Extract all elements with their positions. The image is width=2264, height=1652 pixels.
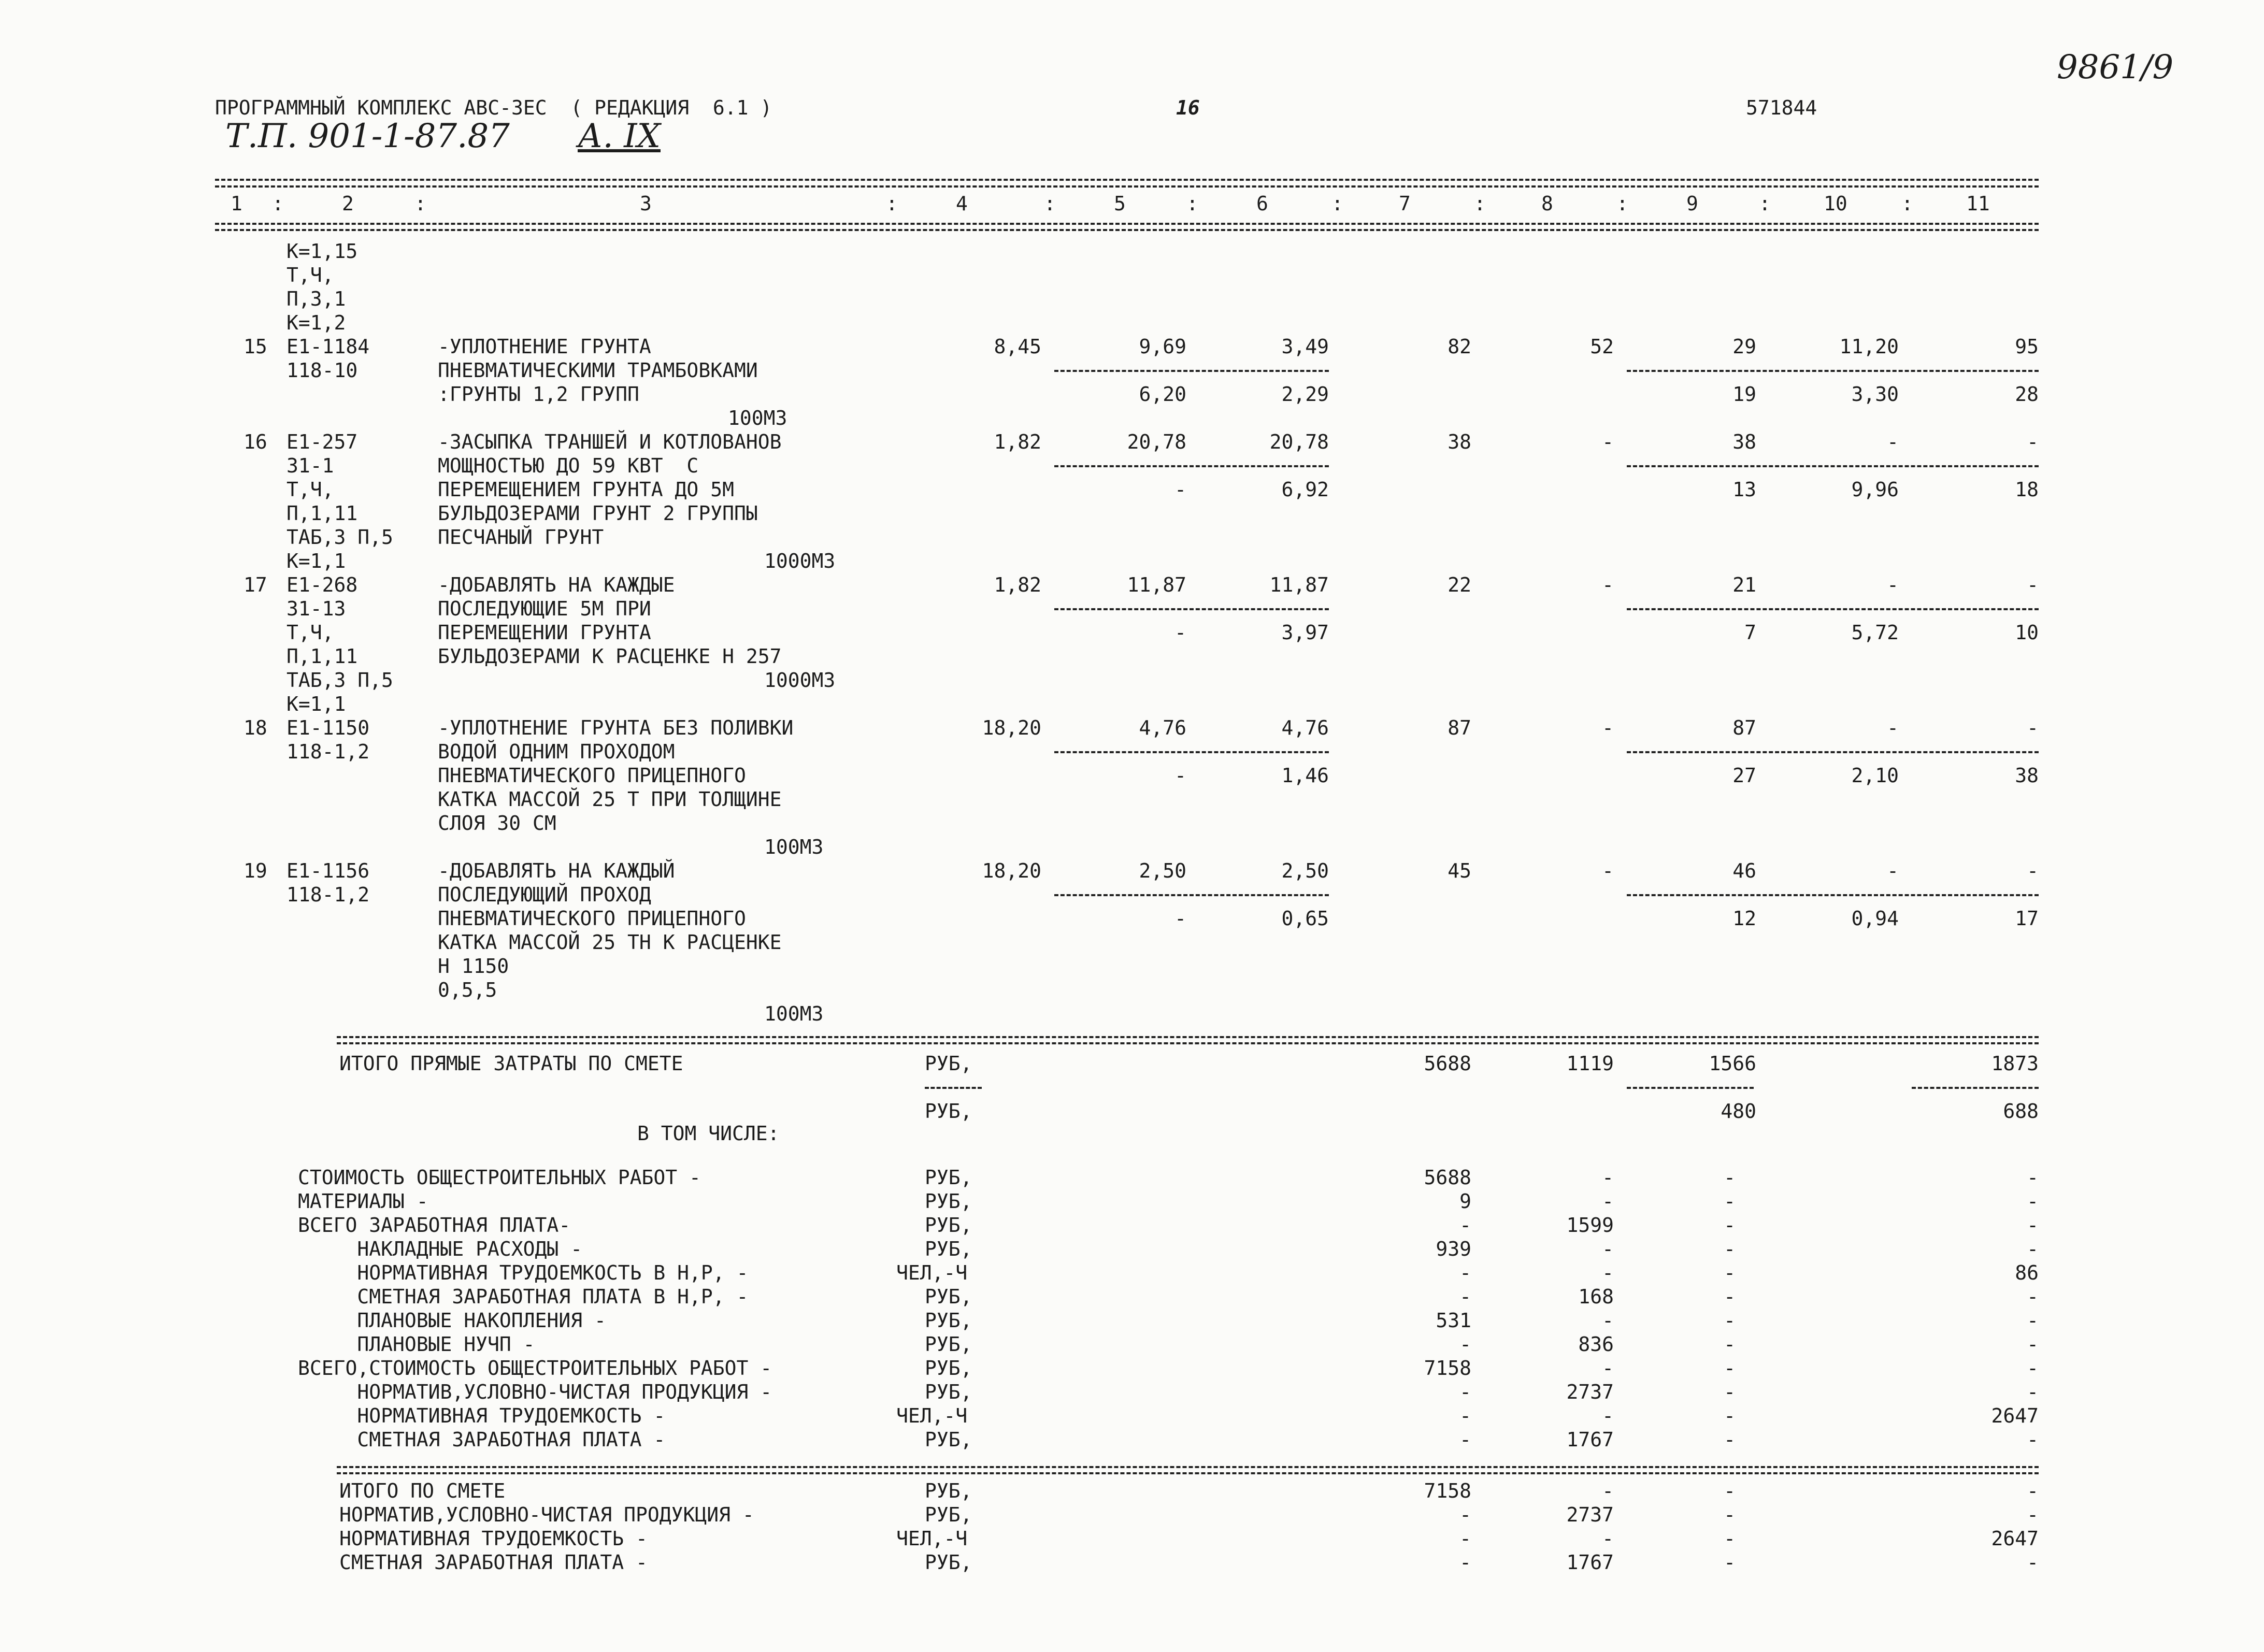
breakdown-c11: -	[2027, 1357, 2039, 1380]
cell-c10: 11,20	[1839, 335, 1899, 358]
col-head-9: 9	[1686, 192, 1698, 215]
col-sep: :	[1901, 192, 1913, 215]
breakdown-unit: РУБ,	[925, 1166, 972, 1189]
cell-c5: 2,50	[1139, 859, 1186, 882]
totals-c9: 1566	[1709, 1052, 1756, 1075]
page-number: 16	[1176, 96, 1200, 119]
desc-line: -УПЛОТНЕНИЕ ГРУНТА	[438, 335, 651, 358]
breakdown-c7: -	[1459, 1404, 1471, 1427]
breakdown-c11: 2647	[1991, 1404, 2039, 1427]
header-rule-bottom-2	[215, 229, 2039, 231]
breakdown-label: ВСЕГО,СТОИМОСТЬ ОБЩЕСТРОИТЕЛЬНЫХ РАБОТ -	[298, 1357, 772, 1380]
breakdown-c7: 9	[1459, 1190, 1471, 1213]
breakdown-label: НАКЛАДНЫЕ РАСХОДЫ -	[298, 1238, 583, 1260]
unit: 1000М3	[764, 550, 836, 572]
sub-rule	[1627, 608, 2039, 610]
cell-c7: 82	[1448, 335, 1471, 358]
unit: 100М3	[764, 836, 824, 858]
final-rule	[337, 1466, 2039, 1468]
code-line: К=1,2	[286, 311, 346, 334]
cell-c9-sub: 12	[1732, 907, 1756, 930]
cell-c11: -	[2027, 430, 2039, 453]
breakdown-unit: РУБ,	[925, 1238, 972, 1260]
breakdown-c8: 168	[1578, 1285, 1614, 1308]
breakdown-unit: РУБ,	[925, 1190, 972, 1213]
code-line: Е1-1156	[286, 859, 370, 882]
desc-line: ПНЕВМАТИЧЕСКОГО ПРИЦЕПНОГО	[438, 764, 746, 787]
sub-rule	[1627, 465, 2039, 467]
cell-c7: 22	[1448, 573, 1471, 596]
final-rule-2	[337, 1472, 2039, 1474]
col-head-6: 6	[1256, 192, 1268, 215]
breakdown-unit: РУБ,	[925, 1428, 972, 1451]
final-c9: -	[1724, 1503, 1736, 1526]
cell-c8: -	[1602, 573, 1614, 596]
cell-c9: 21	[1732, 573, 1756, 596]
final-c8: 1767	[1566, 1551, 1614, 1574]
cell-c9: 87	[1732, 716, 1756, 739]
breakdown-unit: РУБ,	[925, 1309, 972, 1332]
cell-c10: -	[1887, 859, 1899, 882]
desc-line: ПЕРЕМЕЩЕНИИ ГРУНТА	[438, 621, 651, 644]
cell-c6: 3,49	[1281, 335, 1329, 358]
cell-c6-sub: 3,97	[1281, 621, 1329, 644]
row-number: 18	[243, 716, 267, 739]
breakdown-c8: 2737	[1566, 1381, 1614, 1403]
desc-line: ПЕРЕМЕЩЕНИЕМ ГРУНТА ДО 5М	[438, 478, 734, 501]
sub-rule	[1627, 751, 2039, 753]
totals-c11-sub: 688	[2003, 1100, 2039, 1123]
cell-c11: -	[2027, 573, 2039, 596]
totals-rule-top	[337, 1036, 2039, 1038]
cell-c10-sub: 0,94	[1851, 907, 1899, 930]
col-sep: :	[1186, 192, 1198, 215]
desc-line: :ГРУНТЫ 1,2 ГРУПП	[438, 383, 639, 406]
cell-c10-sub: 5,72	[1851, 621, 1899, 644]
final-unit: РУБ,	[925, 1503, 972, 1526]
col-head-11: 11	[1966, 192, 1990, 215]
code-line: Е1-1184	[286, 335, 370, 358]
desc-line: МОЩНОСТЬЮ ДО 59 КВТ С	[438, 454, 699, 477]
breakdown-c9: -	[1724, 1309, 1736, 1332]
final-c9: -	[1724, 1551, 1736, 1574]
totals-c8: 1119	[1566, 1052, 1614, 1075]
code-line: П,1,11	[286, 645, 358, 668]
code-line: Т,Ч,	[286, 621, 334, 644]
code-line: 31-1	[286, 454, 334, 477]
breakdown-c11: -	[2027, 1309, 2039, 1332]
col-sep: :	[1331, 192, 1343, 215]
cell-c6-sub: 6,92	[1281, 478, 1329, 501]
cell-c11-sub: 17	[2015, 907, 2039, 930]
cell-c4: 8,45	[994, 335, 1041, 358]
final-label: НОРМАТИВ,УСЛОВНО-ЧИСТАЯ ПРОДУКЦИЯ -	[339, 1503, 754, 1526]
breakdown-c11: -	[2027, 1428, 2039, 1451]
cell-c11: 95	[2015, 335, 2039, 358]
final-label: ИТОГО ПО СМЕТЕ	[339, 1479, 506, 1502]
cell-c9-sub: 27	[1732, 764, 1756, 787]
col-sep: :	[1044, 192, 1056, 215]
cell-c4: 18,20	[982, 859, 1041, 882]
cell-c4: 18,20	[982, 716, 1041, 739]
cell-c10-sub: 9,96	[1851, 478, 1899, 501]
col-head-10: 10	[1824, 192, 1847, 215]
breakdown-c8: 836	[1578, 1333, 1614, 1356]
final-c11: 2647	[1991, 1527, 2039, 1550]
final-c9: -	[1724, 1527, 1736, 1550]
cell-c6: 4,76	[1281, 716, 1329, 739]
cell-c4: 1,82	[994, 430, 1041, 453]
sub-rule	[1054, 465, 1329, 467]
desc-line: БУЛЬДОЗЕРАМИ К РАСЦЕНКЕ Н 257	[438, 645, 782, 668]
code-line: ТАБ,3 П,5	[286, 526, 393, 549]
breakdown-c7: -	[1459, 1333, 1471, 1356]
breakdown-unit: РУБ,	[925, 1357, 972, 1380]
desc-line: ПНЕВМАТИЧЕСКОГО ПРИЦЕПНОГО	[438, 907, 746, 930]
col-head-8: 8	[1541, 192, 1553, 215]
breakdown-c9: -	[1724, 1381, 1736, 1403]
breakdown-unit: РУБ,	[925, 1214, 972, 1237]
cell-c11-sub: 10	[2015, 621, 2039, 644]
code-line: Т,Ч,	[286, 264, 334, 286]
col-head-5: 5	[1114, 192, 1126, 215]
breakdown-c9: -	[1724, 1285, 1736, 1308]
desc-line: КАТКА МАССОЙ 25 ТН К РАСЦЕНКЕ	[438, 931, 782, 954]
desc-line: Н 1150	[438, 955, 509, 978]
breakdown-c7: -	[1459, 1285, 1471, 1308]
cell-c8: -	[1602, 430, 1614, 453]
desc-line: -ДОБАВЛЯТЬ НА КАЖДЫЙ	[438, 859, 675, 882]
col-sep: :	[886, 192, 898, 215]
desc-line: КАТКА МАССОЙ 25 Т ПРИ ТОЛЩИНЕ	[438, 788, 782, 811]
cell-c9-sub: 7	[1744, 621, 1756, 644]
code-line: Т,Ч,	[286, 478, 334, 501]
desc-line: -УПЛОТНЕНИЕ ГРУНТА БЕЗ ПОЛИВКИ	[438, 716, 794, 739]
header-rule-top	[215, 179, 2039, 181]
cell-c9: 46	[1732, 859, 1756, 882]
breakdown-label: СМЕТНАЯ ЗАРАБОТНАЯ ПЛАТА В Н,Р, -	[298, 1285, 749, 1308]
unit: 100М3	[728, 407, 787, 429]
breakdown-c9: -	[1724, 1238, 1736, 1260]
cell-c6: 11,87	[1269, 573, 1329, 596]
cell-c4: 1,82	[994, 573, 1041, 596]
breakdown-c8: -	[1602, 1238, 1614, 1260]
desc-line: ПОСЛЕДУЮЩИЕ 5М ПРИ	[438, 597, 651, 620]
breakdown-c9: -	[1724, 1214, 1736, 1237]
cell-c7: 38	[1448, 430, 1471, 453]
breakdown-label: СТОИМОСТЬ ОБЩЕСТРОИТЕЛЬНЫХ РАБОТ -	[298, 1166, 701, 1189]
cell-c5-sub: -	[1174, 478, 1186, 501]
totals-label: ИТОГО ПРЯМЫЕ ЗАТРАТЫ ПО СМЕТЕ	[339, 1052, 683, 1075]
cell-c5-sub: -	[1174, 621, 1186, 644]
breakdown-c8: 1599	[1566, 1214, 1614, 1237]
cell-c11-sub: 28	[2015, 383, 2039, 406]
cell-c11: -	[2027, 859, 2039, 882]
cell-c5: 4,76	[1139, 716, 1186, 739]
breakdown-c11: -	[2027, 1333, 2039, 1356]
cell-c7: 45	[1448, 859, 1471, 882]
breakdown-label: ПЛАНОВЫЕ НАКОПЛЕНИЯ -	[298, 1309, 606, 1332]
header-rule-top-2	[215, 185, 2039, 188]
cell-c6: 2,50	[1281, 859, 1329, 882]
album-number: А. IX	[578, 117, 661, 155]
code-line: П,1,11	[286, 502, 358, 525]
breakdown-c8: 1767	[1566, 1428, 1614, 1451]
cell-c6-sub: 1,46	[1281, 764, 1329, 787]
final-c8: -	[1602, 1479, 1614, 1502]
desc-line: ПОСЛЕДУЮЩИЙ ПРОХОД	[438, 883, 651, 906]
code-line: ТАБ,3 П,5	[286, 669, 393, 692]
sub-rule	[1054, 894, 1329, 896]
cell-c10-sub: 3,30	[1851, 383, 1899, 406]
breakdown-label: ПЛАНОВЫЕ НУЧП -	[298, 1333, 535, 1356]
sub-rule	[1054, 370, 1329, 372]
sub-rule	[1627, 370, 2039, 372]
row-number: 16	[243, 430, 267, 453]
cell-c6-sub: 2,29	[1281, 383, 1329, 406]
final-c8: -	[1602, 1527, 1614, 1550]
col-head-4: 4	[956, 192, 968, 215]
desc-line: 0,5,5	[438, 979, 497, 1001]
breakdown-c9: -	[1724, 1357, 1736, 1380]
code-line: Е1-257	[286, 430, 358, 453]
totals-c11: 1873	[1991, 1052, 2039, 1075]
code-line: 31-13	[286, 597, 346, 620]
final-c7: -	[1459, 1551, 1471, 1574]
corner-mark: 9861/9	[2057, 48, 2174, 87]
breakdown-c7: -	[1459, 1381, 1471, 1403]
final-unit: РУБ,	[925, 1551, 972, 1574]
cell-c10: -	[1887, 716, 1899, 739]
breakdown-label: НОРМАТИВНАЯ ТРУДОЕМКОСТЬ -	[298, 1404, 666, 1427]
breakdown-c8: -	[1602, 1190, 1614, 1213]
cell-c10: -	[1887, 430, 1899, 453]
breakdown-label: ВСЕГО ЗАРАБОТНАЯ ПЛАТА-	[298, 1214, 571, 1237]
totals-unit: РУБ,	[925, 1052, 972, 1075]
breakdown-label: МАТЕРИАЛЫ -	[298, 1190, 428, 1213]
desc-line: -ДОБАВЛЯТЬ НА КАЖДЫЕ	[438, 573, 675, 596]
cell-c9-sub: 19	[1732, 383, 1756, 406]
col-sep: :	[1616, 192, 1628, 215]
breakdown-unit: ЧЕЛ,-Ч	[896, 1404, 968, 1427]
code-line: Е1-268	[286, 573, 358, 596]
cell-c9: 38	[1732, 430, 1756, 453]
doc-number: 571844	[1746, 96, 1817, 119]
final-unit: РУБ,	[925, 1479, 972, 1502]
breakdown-c7: 531	[1436, 1309, 1471, 1332]
row-number: 17	[243, 573, 267, 596]
final-c11: -	[2027, 1503, 2039, 1526]
breakdown-c11: 86	[2015, 1261, 2039, 1284]
cell-c5: 11,87	[1127, 573, 1186, 596]
final-label: НОРМАТИВНАЯ ТРУДОЕМКОСТЬ -	[339, 1527, 648, 1550]
breakdown-c8: -	[1602, 1261, 1614, 1284]
cell-c5: 9,69	[1139, 335, 1186, 358]
col-head-1: 1	[231, 192, 242, 215]
desc-line: ПНЕВМАТИЧЕСКИМИ ТРАМБОВКАМИ	[438, 359, 758, 382]
cell-c8: -	[1602, 859, 1614, 882]
final-c11: -	[2027, 1551, 2039, 1574]
totals-unit-2: РУБ,	[925, 1100, 972, 1123]
final-c11: -	[2027, 1479, 2039, 1502]
breakdown-c8: -	[1602, 1166, 1614, 1189]
breakdown-c7: -	[1459, 1214, 1471, 1237]
cell-c11-sub: 38	[2015, 764, 2039, 787]
code-line: К=1,15	[286, 240, 358, 263]
breakdown-c11: -	[2027, 1214, 2039, 1237]
cell-c5-sub: 6,20	[1139, 383, 1186, 406]
cell-c5-sub: -	[1174, 907, 1186, 930]
breakdown-unit: РУБ,	[925, 1285, 972, 1308]
col-sep: :	[1474, 192, 1486, 215]
col-sep: :	[414, 192, 426, 215]
code-line: П,3,1	[286, 288, 346, 310]
code-line: 118-10	[286, 359, 358, 382]
breakdown-c11: -	[2027, 1166, 2039, 1189]
final-unit: ЧЕЛ,-Ч	[896, 1527, 968, 1550]
code-line: 118-1,2	[286, 883, 370, 906]
cell-c7: 87	[1448, 716, 1471, 739]
breakdown-c7: -	[1459, 1428, 1471, 1451]
cell-c11: -	[2027, 716, 2039, 739]
col-sep: :	[1759, 192, 1771, 215]
breakdown-c8: -	[1602, 1357, 1614, 1380]
breakdown-c9: -	[1724, 1404, 1736, 1427]
col-head-3: 3	[640, 192, 652, 215]
breakdown-c7: 7158	[1424, 1357, 1471, 1380]
breakdown-c11: -	[2027, 1381, 2039, 1403]
breakdown-c11: -	[2027, 1238, 2039, 1260]
cell-c6: 20,78	[1269, 430, 1329, 453]
code-line: 118-1,2	[286, 740, 370, 763]
sub-rule	[1627, 1087, 1754, 1089]
sub-rule	[1627, 894, 2039, 896]
desc-line: ВОДОЙ ОДНИМ ПРОХОДОМ	[438, 740, 675, 763]
totals-c9-sub: 480	[1721, 1100, 1756, 1123]
desc-line: БУЛЬДОЗЕРАМИ ГРУНТ 2 ГРУППЫ	[438, 502, 758, 525]
unit: 100М3	[764, 1002, 824, 1025]
col-head-7: 7	[1399, 192, 1411, 215]
cell-c5-sub: -	[1174, 764, 1186, 787]
code-line: К=1,1	[286, 693, 346, 715]
col-sep: :	[272, 192, 284, 215]
breakdown-c9: -	[1724, 1428, 1736, 1451]
including-label: В ТОМ ЧИСЛЕ:	[637, 1122, 780, 1145]
breakdown-unit: РУБ,	[925, 1333, 972, 1356]
cell-c6-sub: 0,65	[1281, 907, 1329, 930]
col-head-2: 2	[342, 192, 354, 215]
desc-line: СЛОЯ 30 СМ	[438, 812, 556, 835]
breakdown-c9: -	[1724, 1333, 1736, 1356]
code-line: Е1-1150	[286, 716, 370, 739]
breakdown-c9: -	[1724, 1166, 1736, 1189]
header-rule-bottom	[215, 223, 2039, 225]
row-number: 19	[243, 859, 267, 882]
cell-c10: -	[1887, 573, 1899, 596]
desc-line: ПЕСЧАНЫЙ ГРУНТ	[438, 526, 604, 549]
breakdown-c11: -	[2027, 1285, 2039, 1308]
breakdown-unit: ЧЕЛ,-Ч	[896, 1261, 968, 1284]
cell-c8: -	[1602, 716, 1614, 739]
breakdown-c7: -	[1459, 1261, 1471, 1284]
unit: 1000М3	[764, 669, 836, 692]
desc-line: -ЗАСЫПКА ТРАНШЕЙ И КОТЛОВАНОВ	[438, 430, 782, 453]
sub-rule	[1054, 608, 1329, 610]
row-number: 15	[243, 335, 267, 358]
code-line: К=1,1	[286, 550, 346, 572]
sub-rule	[1912, 1087, 2039, 1089]
breakdown-c9: -	[1724, 1190, 1736, 1213]
breakdown-c7: 5688	[1424, 1166, 1471, 1189]
project-number: Т.П. 901-1-87.87	[225, 117, 510, 155]
cell-c8: 52	[1590, 335, 1614, 358]
cell-c11-sub: 18	[2015, 478, 2039, 501]
final-c7: 7158	[1424, 1479, 1471, 1502]
sub-rule	[925, 1087, 982, 1089]
breakdown-c8: -	[1602, 1309, 1614, 1332]
totals-rule-top-2	[337, 1042, 2039, 1044]
final-c7: -	[1459, 1527, 1471, 1550]
program-title: ПРОГРАММНЫЙ КОМПЛЕКС АВС-ЗЕС ( РЕДАКЦИЯ 6.1 )	[215, 96, 772, 119]
breakdown-label: НОРМАТИВ,УСЛОВНО-ЧИСТАЯ ПРОДУКЦИЯ -	[298, 1381, 772, 1403]
cell-c10-sub: 2,10	[1851, 764, 1899, 787]
breakdown-c11: -	[2027, 1190, 2039, 1213]
breakdown-unit: РУБ,	[925, 1381, 972, 1403]
cell-c5: 20,78	[1127, 430, 1186, 453]
final-c8: 2737	[1566, 1503, 1614, 1526]
breakdown-label: НОРМАТИВНАЯ ТРУДОЕМКОСТЬ В Н,Р, -	[298, 1261, 749, 1284]
cell-c9: 29	[1732, 335, 1756, 358]
breakdown-c8: -	[1602, 1404, 1614, 1427]
breakdown-c9: -	[1724, 1261, 1736, 1284]
breakdown-label: СМЕТНАЯ ЗАРАБОТНАЯ ПЛАТА -	[298, 1428, 666, 1451]
totals-c7: 5688	[1424, 1052, 1471, 1075]
final-c9: -	[1724, 1479, 1736, 1502]
breakdown-c7: 939	[1436, 1238, 1471, 1260]
sub-rule	[1054, 751, 1329, 753]
cell-c9-sub: 13	[1732, 478, 1756, 501]
final-label: СМЕТНАЯ ЗАРАБОТНАЯ ПЛАТА -	[339, 1551, 648, 1574]
final-c7: -	[1459, 1503, 1471, 1526]
